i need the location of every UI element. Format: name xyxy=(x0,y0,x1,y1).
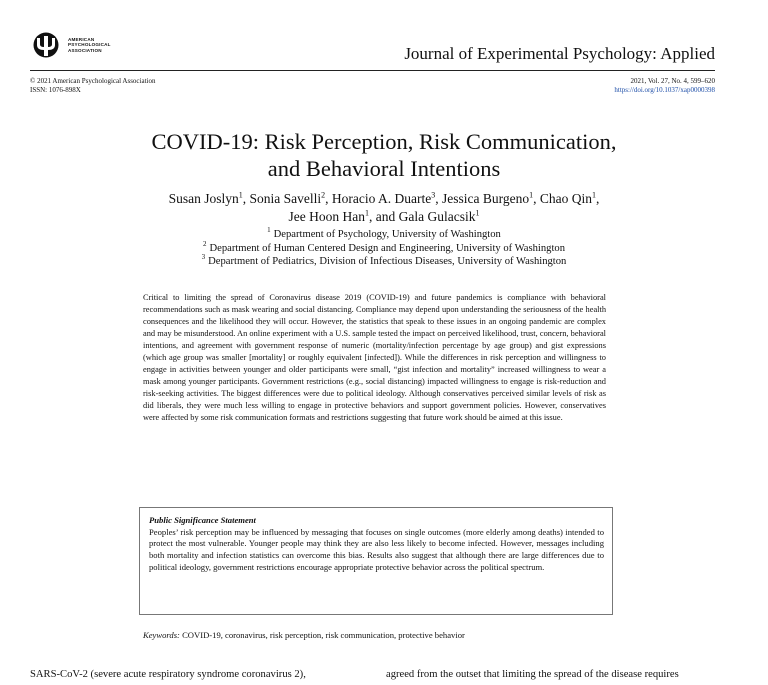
author-affiliation-mark: 1 xyxy=(365,208,369,218)
author-name: Sonia Savelli xyxy=(249,191,322,206)
apa-logo-icon xyxy=(30,32,62,58)
abstract: Critical to limiting the spread of Coronavirus disease 2019 (COVID-19) and future pandemics is compliance with behavioral recommendations such as mask wearing and social distancing. Compliance may depend upon understanding the seriousness of the health consequences and the likelihood they will occur. However, the statistics that speak to these issues in an ongoing pandemic are complex and may be misunderstood. An online experiment with a U.S. sample tested the impact on perceived likelihood, trust, concern, behavioral intentions, and agreement with government response of numeric (mortality/infection percentage by age group) and gist expressions (which age group was smaller [mortality] or roughly equivalent [infected]). While the differences in risk perception and willingness to engage in activities between younger and older participants were small, “gist infection and mortality” increased willingness to wear a mask among younger participants. Government restrictions (e.g., social distancing) impacted willingness to engage is risk-reduction and risk-seeking activities. The biggest differences were due to political ideology. Although conservatives perceived similar levels of risk as did liberals, they were much less willing to engage in protective behaviors and support government policies. However, conservatives were affected by some risk communication formats and restrictions suggesting that future work should be aimed at this issue. xyxy=(143,293,606,423)
keywords-text: COVID-19, coronavirus, risk perception, risk communication, protective behavior xyxy=(179,630,465,640)
author-affiliation-mark: 1 xyxy=(238,190,243,200)
body-text-left-column: SARS-CoV-2 (severe acute respiratory syndrome coronavirus 2), xyxy=(30,669,306,680)
author-name: Horacio A. Duarte xyxy=(331,191,432,206)
affiliation-text: Department of Psychology, University of Washington xyxy=(273,229,501,240)
author-name: Jessica Burgeno xyxy=(441,191,530,206)
affiliation-text: Department of Pediatrics, Division of Infectious Diseases, University of Washington xyxy=(208,256,567,267)
citation-block xyxy=(614,77,715,94)
author-affiliation-mark: 2 xyxy=(321,190,326,200)
author-separator: , xyxy=(435,191,442,206)
journal-name: Journal of Experimental Psychology: Applied xyxy=(404,44,715,63)
title-line: and Behavioral Intentions xyxy=(267,156,501,181)
significance-title: Public Significance Statement xyxy=(149,515,256,525)
author-name: Susan Joslyn xyxy=(168,191,239,206)
author-affiliation-mark: 1 xyxy=(475,208,480,218)
significance-text: Peoples’ risk perception may be influenced by messaging that focuses on single outcomes (more elderly among deaths) intended to protect the most vulnerable. Younger people may think they are also less likely to become infected. However, messages including both mortality and infection statistics can overcome this bias. Results also suggest that although there are large differences due to political ideology, government restrictions encourage appropriate protective behavior across the political spectrum. xyxy=(149,526,604,572)
author-separator: , and xyxy=(369,209,399,224)
logo-line: ASSOCIATION xyxy=(68,47,102,53)
keywords-label: Keywords: xyxy=(143,630,180,640)
copyright-line: © 2021 American Psychological Association xyxy=(30,77,156,85)
title-line: COVID-19: Risk Perception, Risk Communication, xyxy=(151,129,617,154)
author-list xyxy=(0,190,768,226)
logo-line: AMERICAN xyxy=(68,36,95,42)
author-separator: , xyxy=(533,191,540,206)
public-significance-box xyxy=(139,507,613,615)
affiliation-number: 1 xyxy=(267,226,271,235)
affiliation xyxy=(0,239,768,256)
author-name: Jee Hoon Han xyxy=(288,209,365,224)
article-title xyxy=(0,128,768,182)
affiliation xyxy=(0,228,768,242)
issn-line: ISSN: 1076-898X xyxy=(30,85,81,94)
citation-line: 2021, Vol. 27, No. 4, 599–620 xyxy=(630,77,715,85)
affiliation-number: 2 xyxy=(202,239,207,248)
logo-line: PSYCHOLOGICAL xyxy=(68,42,111,48)
author-affiliation-mark: 1 xyxy=(591,190,596,200)
author-separator: , xyxy=(242,191,250,206)
apa-logo xyxy=(30,32,111,58)
author-line xyxy=(0,208,768,226)
affiliation-number: 3 xyxy=(201,253,206,262)
affiliation-text: Department of Human Centered Design and Engineering, University of Washington xyxy=(209,242,566,254)
keywords xyxy=(143,630,465,641)
header-rule xyxy=(30,70,715,71)
logo-text xyxy=(68,37,111,54)
affiliation-list xyxy=(0,228,768,269)
author-name: Chao Qin xyxy=(539,191,592,206)
author-separator: , xyxy=(325,191,332,206)
body-text-right-column: agreed from the outset that limiting the spread of the disease requires xyxy=(386,669,679,680)
author-name: Gala Gulacsik xyxy=(398,209,476,224)
author-line xyxy=(0,190,768,208)
author-separator: , xyxy=(595,191,600,206)
affiliation xyxy=(0,255,768,269)
author-affiliation-mark: 3 xyxy=(431,190,436,200)
author-affiliation-mark: 1 xyxy=(529,190,534,200)
doi-link[interactable]: https://doi.org/10.1037/xap0000398 xyxy=(614,85,715,94)
copyright-block xyxy=(30,77,155,94)
